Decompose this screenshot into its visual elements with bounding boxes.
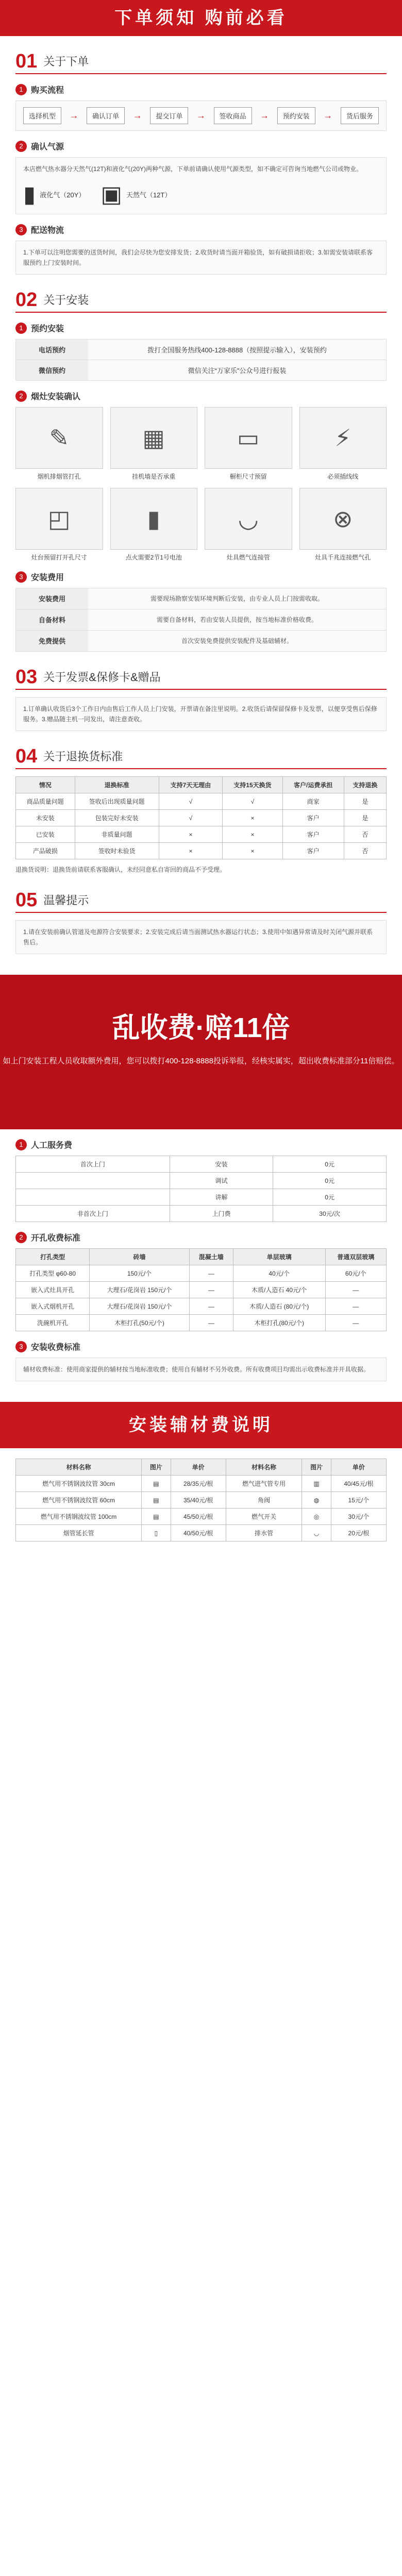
col-header: 打孔类型 — [16, 1249, 90, 1265]
cell: 调试 — [170, 1173, 273, 1189]
table-row — [16, 1189, 387, 1206]
section-title: 关于退换货标准 — [43, 750, 123, 763]
fee-label: 安装费用 — [16, 588, 88, 609]
col-header: 退换标准 — [75, 777, 159, 793]
cell: 讲解 — [170, 1189, 273, 1206]
check-tile — [205, 407, 292, 481]
cell: 大理石/花岗岩 150元/个 — [90, 1282, 190, 1298]
table-row — [16, 1492, 387, 1509]
cell: 木柜打孔(80元/个) — [233, 1315, 325, 1331]
col-header: 支持15天换货 — [223, 777, 282, 793]
cell: 商家 — [282, 793, 344, 810]
flow-step: 货后服务 — [341, 107, 379, 124]
cell: 安装 — [170, 1156, 273, 1173]
cell: 燃气用不锈钢波纹管 30cm — [16, 1476, 142, 1492]
cell: 首次上门 — [16, 1156, 170, 1173]
sub-title: 确认气源 — [31, 143, 64, 151]
cell: 客户 — [282, 843, 344, 859]
cell: 烟管延长管 — [16, 1525, 142, 1541]
promo-headline: 乱收费·赔11倍 — [112, 1012, 290, 1043]
cell: 20元/根 — [331, 1525, 386, 1541]
battery-icon: ▮ — [110, 488, 198, 550]
cell: 40/50元/根 — [171, 1525, 226, 1541]
cell: × — [223, 843, 282, 859]
cell: 否 — [344, 826, 386, 843]
cell: — — [189, 1298, 233, 1315]
table-row — [16, 1206, 387, 1222]
flow-step: 确认订单 — [87, 107, 125, 124]
install-fee-box — [15, 1358, 387, 1381]
gas-hose-icon: ◡ — [205, 488, 292, 550]
gas-text: 本店燃气热水器分天然气(12T)和液化气(20Y)两种气源，下单前请确认使用气源类型，如不确定可咨询当地燃气公司或物业。 — [23, 165, 363, 173]
fee-value: 需要自备材料，若由安装人员提供，按当地标准价格收费。 — [156, 616, 317, 623]
cell: 洗碗机开孔 — [16, 1315, 90, 1331]
cell: 燃气用不锈钢波纹管 100cm — [16, 1509, 142, 1525]
cell: — — [325, 1282, 386, 1298]
table-row — [16, 1509, 387, 1525]
cell: 未安装 — [16, 810, 75, 826]
section-title: 关于发票&保修卡&赠品 — [43, 671, 161, 684]
flow-step: 预约安装 — [277, 107, 315, 124]
table-row — [16, 826, 387, 843]
section-number: 01 — [15, 50, 38, 72]
table-row — [16, 843, 387, 859]
invoice-text: 1.订单确认收货后3个工作日内由售后工作人员上门安装，开票请在备注里说明。2.收货后请保留保修卡及发票，以便享受售后保修服务。3.赠品随主机一同发出，请注意查收。 — [23, 705, 377, 723]
tile-caption: 烟机排烟管打孔 — [37, 473, 81, 480]
section-title: 关于下单 — [43, 55, 89, 68]
cell: √ — [159, 793, 223, 810]
arrow-icon: → — [260, 110, 270, 121]
col-header: 情况 — [16, 777, 75, 793]
cell: 角阀 — [226, 1492, 302, 1509]
cell: 45/50元/根 — [171, 1509, 226, 1525]
check-tile — [15, 488, 103, 562]
cell: × — [159, 826, 223, 843]
gas-cylinder-icon: ▮ — [23, 182, 36, 207]
cell: 大理石/花岗岩 150元/个 — [90, 1298, 190, 1315]
section-number: 04 — [15, 745, 38, 767]
section-header-1 — [15, 52, 387, 74]
delivery-text: 1.下单可以注明您需要的送货时间，我们会尽快为您安排发货；2.收货时请当面开箱验货，如有破损请拒收；3.如需安装请联系客服预约上门安装时间。 — [23, 249, 373, 266]
cell: 28/35元/根 — [171, 1476, 226, 1492]
tips-text: 1.请在安装前确认管道及电源符合安装要求；2.安装完成后请当面测试热水器运行状态；3.使用中如遇异常请及时关闭气源并联系售后。 — [23, 928, 373, 946]
cell: × — [223, 810, 282, 826]
cell: 嵌入式灶具开孔 — [16, 1282, 90, 1298]
wall-icon: ▦ — [110, 407, 198, 469]
section-number: 05 — [15, 889, 38, 911]
sub-number: 3 — [15, 1341, 27, 1352]
cell: × — [159, 843, 223, 859]
phone-label: 电话预约 — [16, 340, 88, 360]
table-row — [16, 1173, 387, 1189]
col-header: 材料名称 — [226, 1459, 302, 1476]
arrow-icon: → — [132, 110, 142, 121]
table-row — [16, 1315, 387, 1331]
col-header: 支持7天无理由 — [159, 777, 223, 793]
sub-number: 3 — [15, 224, 27, 235]
table-row — [16, 810, 387, 826]
col-header: 单层玻璃 — [233, 1249, 325, 1265]
cell: — — [325, 1315, 386, 1331]
check-tile — [15, 407, 103, 481]
cell: 40元/个 — [233, 1265, 325, 1282]
cell: 150元/个 — [90, 1265, 190, 1282]
flow-step: 选择机型 — [23, 107, 61, 124]
cell: 包装完好未安装 — [75, 810, 159, 826]
arrow-icon: → — [196, 110, 206, 121]
invoice-box — [15, 697, 387, 731]
fee-label: 免费提供 — [16, 631, 88, 651]
section-header-4 — [15, 747, 387, 769]
cell: √ — [159, 810, 223, 826]
gas-label-natural: 天然气（12T） — [126, 191, 172, 199]
cell: 签收时未验货 — [75, 843, 159, 859]
cell: 嵌入式烟机开孔 — [16, 1298, 90, 1315]
col-header: 单价 — [171, 1459, 226, 1476]
delivery-box — [15, 241, 387, 275]
sub-title: 安装收费标准 — [31, 1343, 81, 1352]
material-icon: ▥ — [302, 1476, 331, 1492]
table-row — [16, 1525, 387, 1541]
tile-caption: 挂机墙是否承重 — [132, 473, 176, 480]
cell: 打孔类型 φ60-80 — [16, 1265, 90, 1282]
sub-title: 安装费用 — [31, 573, 64, 582]
return-note: 退换货说明：退换货前请联系客服确认，未经同意私自寄回的商品不予受理。 — [15, 866, 226, 873]
section-header-5 — [15, 890, 387, 913]
sub-number: 2 — [15, 1232, 27, 1243]
tile-caption: 灶具燃气连接管 — [226, 554, 270, 561]
cell: 木柜打孔(50元/个) — [90, 1315, 190, 1331]
col-header: 单价 — [331, 1459, 386, 1476]
cell: — — [189, 1315, 233, 1331]
cell: 木质/人造石 40元/个 — [233, 1282, 325, 1298]
appointment-table — [15, 339, 387, 381]
material-icon: ◎ — [302, 1509, 331, 1525]
phone-value: 拨打全国服务热线400-128-8888（按照提示输入），安装预约 — [147, 346, 327, 354]
tile-caption: 必须插线线 — [327, 473, 359, 480]
check-tile — [299, 488, 387, 562]
flow-step: 签收商品 — [214, 107, 252, 124]
hole-fee-table — [15, 1248, 387, 1331]
wechat-value: 微信关注“万家乐”公众号进行报装 — [188, 367, 287, 375]
cell: 上门费 — [170, 1206, 273, 1222]
cell: 排水管 — [226, 1525, 302, 1541]
sub-title: 配送物流 — [31, 226, 64, 235]
purchase-flow — [15, 100, 387, 131]
tips-box — [15, 920, 387, 954]
cell: 30元/次 — [273, 1206, 387, 1222]
table-row — [16, 1476, 387, 1492]
sub-title: 人工服务费 — [31, 1141, 73, 1150]
return-table — [15, 776, 387, 859]
gas-source-box — [15, 157, 387, 214]
cell: 0元 — [273, 1189, 387, 1206]
cell: 是 — [344, 810, 386, 826]
check-tile — [110, 407, 198, 481]
material-icon: ▤ — [142, 1476, 171, 1492]
fee-value: 首次安装免费提供安装配件及基础辅材。 — [181, 637, 293, 645]
cell: 燃气开关 — [226, 1509, 302, 1525]
tile-caption: 点火需要2节1号电池 — [125, 554, 182, 561]
cell: 客户 — [282, 810, 344, 826]
materials-banner: 安装辅材费说明 — [0, 1402, 402, 1448]
top-banner: 下单须知 购前必看 — [0, 0, 402, 36]
section-number: 03 — [15, 666, 38, 688]
fee-table — [15, 588, 387, 652]
material-icon: ◍ — [302, 1492, 331, 1509]
table-row — [16, 1156, 387, 1173]
section-number: 02 — [15, 289, 38, 311]
cell: 15元/个 — [331, 1492, 386, 1509]
col-header: 图片 — [142, 1459, 171, 1476]
arrow-icon: → — [69, 110, 79, 121]
section-title: 关于安装 — [43, 294, 89, 307]
sub-title: 预约安装 — [31, 325, 64, 333]
cell: 燃气用不锈钢波纹管 60cm — [16, 1492, 142, 1509]
material-icon: ▯ — [142, 1525, 171, 1541]
promo-banner — [0, 975, 402, 1129]
col-header: 砖墙 — [90, 1249, 190, 1265]
materials-table — [15, 1459, 387, 1541]
cell: 0元 — [273, 1173, 387, 1189]
cell: 否 — [344, 843, 386, 859]
wechat-label: 微信预约 — [16, 360, 88, 380]
fee-value: 需要现场勘察安装环境判断后安装，由专业人员上门按需收取。 — [150, 595, 324, 602]
cell: 60元/个 — [325, 1265, 386, 1282]
cell: 产品破损 — [16, 843, 75, 859]
cell: 40/45元/根 — [331, 1476, 386, 1492]
section-header-2 — [15, 290, 387, 313]
col-header: 图片 — [302, 1459, 331, 1476]
cell: 30元/个 — [331, 1509, 386, 1525]
cell: 非首次上门 — [16, 1206, 170, 1222]
check-tile — [205, 488, 292, 562]
sub-number: 2 — [15, 141, 27, 152]
cell: — — [189, 1265, 233, 1282]
check-tile — [110, 488, 198, 562]
cell: × — [223, 826, 282, 843]
sub-number: 1 — [15, 323, 27, 334]
fee-label: 自备材料 — [16, 609, 88, 630]
col-header: 混凝土墙 — [189, 1249, 233, 1265]
install-check-grid — [15, 407, 387, 562]
countertop-icon: ◰ — [15, 488, 103, 550]
material-icon: ▤ — [142, 1509, 171, 1525]
table-row — [16, 793, 387, 810]
col-header: 支持退换 — [344, 777, 386, 793]
cabinet-icon: ▭ — [205, 407, 292, 469]
section-title: 温馨提示 — [43, 894, 89, 907]
tile-caption: 灶台预留打开孔尺寸 — [31, 554, 87, 561]
cell: — — [325, 1298, 386, 1315]
cell: 签收后出现质量问题 — [75, 793, 159, 810]
install-fee-text: 辅材收费标准：使用商家提供的辅材按当地标准收费；使用自有辅材不另外收费。所有收费项目均需出示收费标准并开具收据。 — [23, 1366, 370, 1373]
sub-title: 烟灶安装确认 — [31, 393, 81, 401]
gas-label-lpg: 液化气（20Y） — [40, 191, 86, 199]
gas-meter-icon: ▣ — [100, 182, 122, 207]
col-header: 客户/运费承担 — [282, 777, 344, 793]
table-row — [16, 1265, 387, 1282]
cell: 35/40元/根 — [171, 1492, 226, 1509]
cell — [16, 1189, 170, 1206]
cell: 非质量问题 — [75, 826, 159, 843]
sub-number: 1 — [15, 84, 27, 95]
material-icon: ◡ — [302, 1525, 331, 1541]
check-tile — [299, 407, 387, 481]
cell: 燃气进气管专用 — [226, 1476, 302, 1492]
gas-hole-icon: ⊗ — [299, 488, 387, 550]
col-header: 普通双层玻璃 — [325, 1249, 386, 1265]
promo-text: 如上门安装工程人员收取额外费用，您可以拨打400-128-8888投诉举报，经核实属实，超出收费标准部分11倍赔偿。 — [3, 1057, 399, 1065]
cell: 商品质量问题 — [16, 793, 75, 810]
sub-title: 购买流程 — [31, 86, 64, 95]
tile-caption: 橱柜尺寸预留 — [229, 473, 267, 480]
sub-number: 1 — [15, 1139, 27, 1150]
cell: 木质/人造石 (80元/个) — [233, 1298, 325, 1315]
socket-icon: ⚡ — [299, 407, 387, 469]
drill-icon: ✎ — [15, 407, 103, 469]
arrow-icon: → — [323, 110, 333, 121]
section-header-3 — [15, 667, 387, 690]
cell: √ — [223, 793, 282, 810]
sub-number: 3 — [15, 571, 27, 583]
sub-number: 2 — [15, 391, 27, 402]
tile-caption: 灶具千兆连接燃气孔 — [315, 554, 371, 561]
cell: 已安装 — [16, 826, 75, 843]
flow-step: 提交订单 — [150, 107, 188, 124]
cell — [16, 1173, 170, 1189]
material-icon: ▤ — [142, 1492, 171, 1509]
table-row — [16, 1298, 387, 1315]
cell: 是 — [344, 793, 386, 810]
sub-title: 开孔收费标准 — [31, 1234, 81, 1243]
labor-table — [15, 1156, 387, 1222]
table-row — [16, 1282, 387, 1298]
cell: 0元 — [273, 1156, 387, 1173]
col-header: 材料名称 — [16, 1459, 142, 1476]
cell: — — [189, 1282, 233, 1298]
cell: 客户 — [282, 826, 344, 843]
